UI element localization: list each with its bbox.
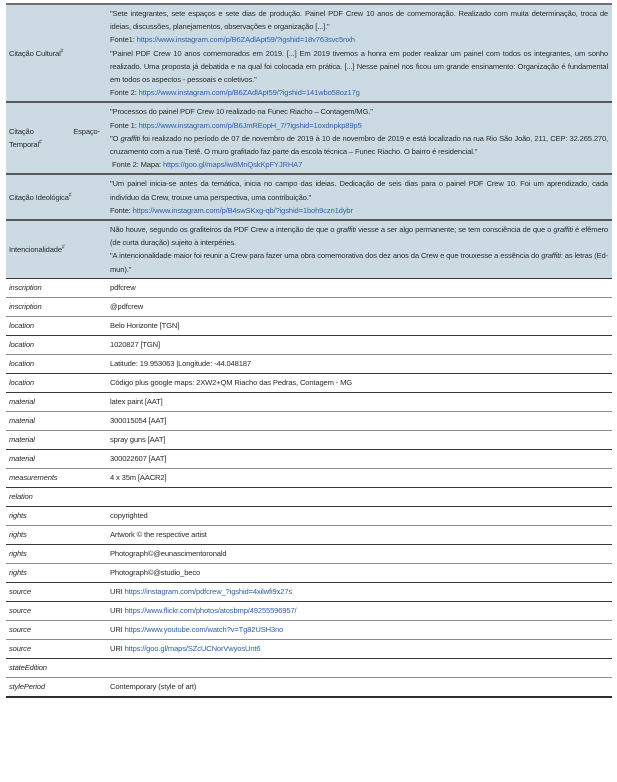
source-line: Fonte 2: Mapa: https://goo.gl/maps/iw8MnQskKpFYJRHA7 [112,160,303,170]
field-value: latex paint [AAT] [110,397,163,407]
metadata-row [6,430,612,449]
field-value: Artwork © the respective artist [110,530,207,540]
metadata-row [6,563,612,582]
field-name: rights [9,511,27,521]
metadata-row [6,278,612,297]
source-link[interactable]: https://www.instagram.com/p/B6ZAdlApt59/?igshid=141wbo58oz17g [138,88,360,98]
quote-text: "Sete integrantes, sete espaços e sete dias de produção. Painel PDF Crew 10 anos de comemoração. Realizado com muita determinação, troca de ideias, discussões, planejamentos, observações e organização [...]." [110,9,608,32]
map-link[interactable]: https://goo.gl/maps/SZcUCNorVwyosUnt6 [124,644,261,654]
source-link[interactable]: https://www.instagram.com/p/B6ZAdlApt59/?igshid=18v763svc5nxh [136,35,355,45]
metadata-row [6,601,612,620]
metadata-row [6,297,612,316]
metadata-row [6,354,612,373]
field-name: source [9,606,31,616]
field-name: relation [9,492,33,502]
field-name: rights [9,568,27,578]
field-value [104,658,612,677]
field-name: source [9,625,31,635]
field-value: URI https://www.youtube.com/watch?v=Tg82USH3no [110,625,284,635]
metadata-table [6,3,612,698]
map-link[interactable]: https://goo.gl/maps/iw8MnQskKpFYJRHA7 [162,160,303,170]
field-value: Código plus google maps: 2XW2+QM Riacho das Pedras, Contagem - MG [110,378,353,388]
field-value: copyrighted [110,511,148,521]
field-value [104,102,612,174]
field-value: Photograph©@eunascimentoronald [110,549,227,559]
field-value: URI https://goo.gl/maps/SZcUCNorVwyosUnt6 [110,644,261,654]
source-line: Fonte1: https://www.instagram.com/p/B6ZAdlApt59/?igshid=18v763svc5nxh [110,35,355,45]
metadata-row [6,582,612,601]
field-value: spray guns [AAT] [110,435,166,445]
field-value: 1020827 [TGN] [110,340,160,350]
metadata-row [6,316,612,335]
row-citacao-ideologica [6,174,612,220]
field-name: rights [9,530,27,540]
field-name: material [9,435,35,445]
field-name: measurements [9,473,58,483]
field-name: location [9,359,34,369]
metadata-row [6,677,612,697]
field-name: material [9,416,35,426]
field-label: Intencionalidade# [6,220,104,278]
metadata-row [6,373,612,392]
field-value: pdfcrew [110,283,136,293]
source-line: Fonte 2: https://www.instagram.com/p/B6ZAdlApt59/?igshid=141wbo58oz17g [110,88,360,98]
quote-text: "Processos do painel PDF Crew 10 realizado na Funec Riacho – Contagem/MG." [110,107,373,117]
field-name: inscription [9,302,42,312]
source-link[interactable]: https://www.instagram.com/p/B4swSKxg-qb/?igshid=1boh9czn1dybr [132,205,353,215]
field-label: Citação Ideológica# [6,174,104,220]
field-name: material [9,454,35,464]
quote-text: "A intencionalidade maior foi reunir a Crew para fazer uma obra comemorativa dos dez anos da Crew e que trouxesse a essência do graffiti: as letras (Ed-mun)." [110,251,608,274]
field-name: material [9,397,35,407]
source-link[interactable]: https://www.instagram.com/p/B6JmREopH_7/?igshid=1oxdnpkp89p5 [138,120,362,130]
field-value [104,4,612,102]
field-name: location [9,321,34,331]
field-value: Latitude: 19.953063 |Longitude: -44.048187 [110,359,251,369]
metadata-row [6,392,612,411]
source-link[interactable]: https://www.flickr.com/photos/atosbmp/49255596957/ [124,606,297,616]
metadata-row [6,487,612,506]
source-link[interactable]: https://www.youtube.com/watch?v=Tg82USH3no [124,625,284,635]
metadata-row [6,658,612,677]
field-value: URI https://www.flickr.com/photos/atosbmp/49255596957/ [110,606,297,616]
field-label: Citação Cultural# [6,4,104,102]
field-label: Citação Espaço- Temporal# [6,102,104,174]
metadata-row [6,335,612,354]
metadata-document [6,3,612,698]
metadata-row [6,468,612,487]
metadata-row [6,449,612,468]
quote-text: "Painel PDF Crew 10 anos comemorados em 2019. [...] Em 2019 tivemos a honra em poder realizar um painel com todos os integrantes, um sonho realizado. Uma proposta já debatida e na qual foi colocada em prática. [...] Nesse painel nos ficou um grande ensinamento: Organização é fundamental em todos os aspectos - pessoais e coletivos." [110,48,608,85]
field-name: rights [9,549,27,559]
metadata-row [6,639,612,658]
metadata-row [6,620,612,639]
paragraph-text: Não houve, segundo os grafiteiros da PDF Crew a intenção de que o graffiti viesse a ser algo permanente; se tem consciência de que o graffiti é efêmero (de curta duração) sujeito à interpéries. [110,225,608,248]
field-value [104,174,612,220]
field-name: inscription [9,283,42,293]
row-citacao-espaco-temporal [6,102,612,174]
metadata-row [6,544,612,563]
field-name: stylePeriod [9,682,45,692]
field-name: location [9,378,34,388]
metadata-row [6,506,612,525]
row-intencionalidade [6,220,612,278]
field-name: source [9,644,31,654]
field-value: Belo Horizonte [TGN] [110,321,180,331]
field-value: @pdfcrew [110,302,144,312]
field-value: URI https://instagram.com/pdfcrew_?igshid=4xilwfi9x27s [110,587,293,597]
field-value: Contemporary (style of art) [110,682,197,692]
field-name: location [9,340,34,350]
field-value: 300015054 [AAT] [110,416,167,426]
field-name: stateEdition [9,663,47,673]
field-name: source [9,587,31,597]
field-value: 300022607 [AAT] [110,454,167,464]
field-value: 4 x 35m [AACR2] [110,473,167,483]
metadata-row [6,525,612,544]
quote-text: "O graffiti foi realizado no período de 07 de novembro de 2019 à 10 de novembro de 2019 e está localizado na rua Rio São João, 211, CEP: 32.265.270, cruzamento com a rua Tietê. O muro grafitado faz parte da escola técnica – Funec Riacho. O bairro é residencial." [110,133,609,157]
field-value [104,220,612,278]
metadata-row [6,411,612,430]
source-link[interactable]: https://instagram.com/pdfcrew_?igshid=4xilwfi9x27s [124,587,293,597]
quote-text: "Um painel inicia-se antes da temática, inicia no campo das ideias. Dedicação de seis dias para o painel PDF Crew 10. Foi um aprendizado, cada indivíduo da Crew, trouxe uma perspectiva, uma contribuição." [110,179,608,202]
field-value: Photograph©@studio_beco [110,568,201,578]
field-value [104,487,612,506]
row-citacao-cultural [6,4,612,102]
source-line: Fonte: https://www.instagram.com/p/B4swSKxg-qb/?igshid=1boh9czn1dybr [110,205,353,215]
source-line: Fonte 1: https://www.instagram.com/p/B6JmREopH_7/?igshid=1oxdnpkp89p5 [110,120,362,130]
